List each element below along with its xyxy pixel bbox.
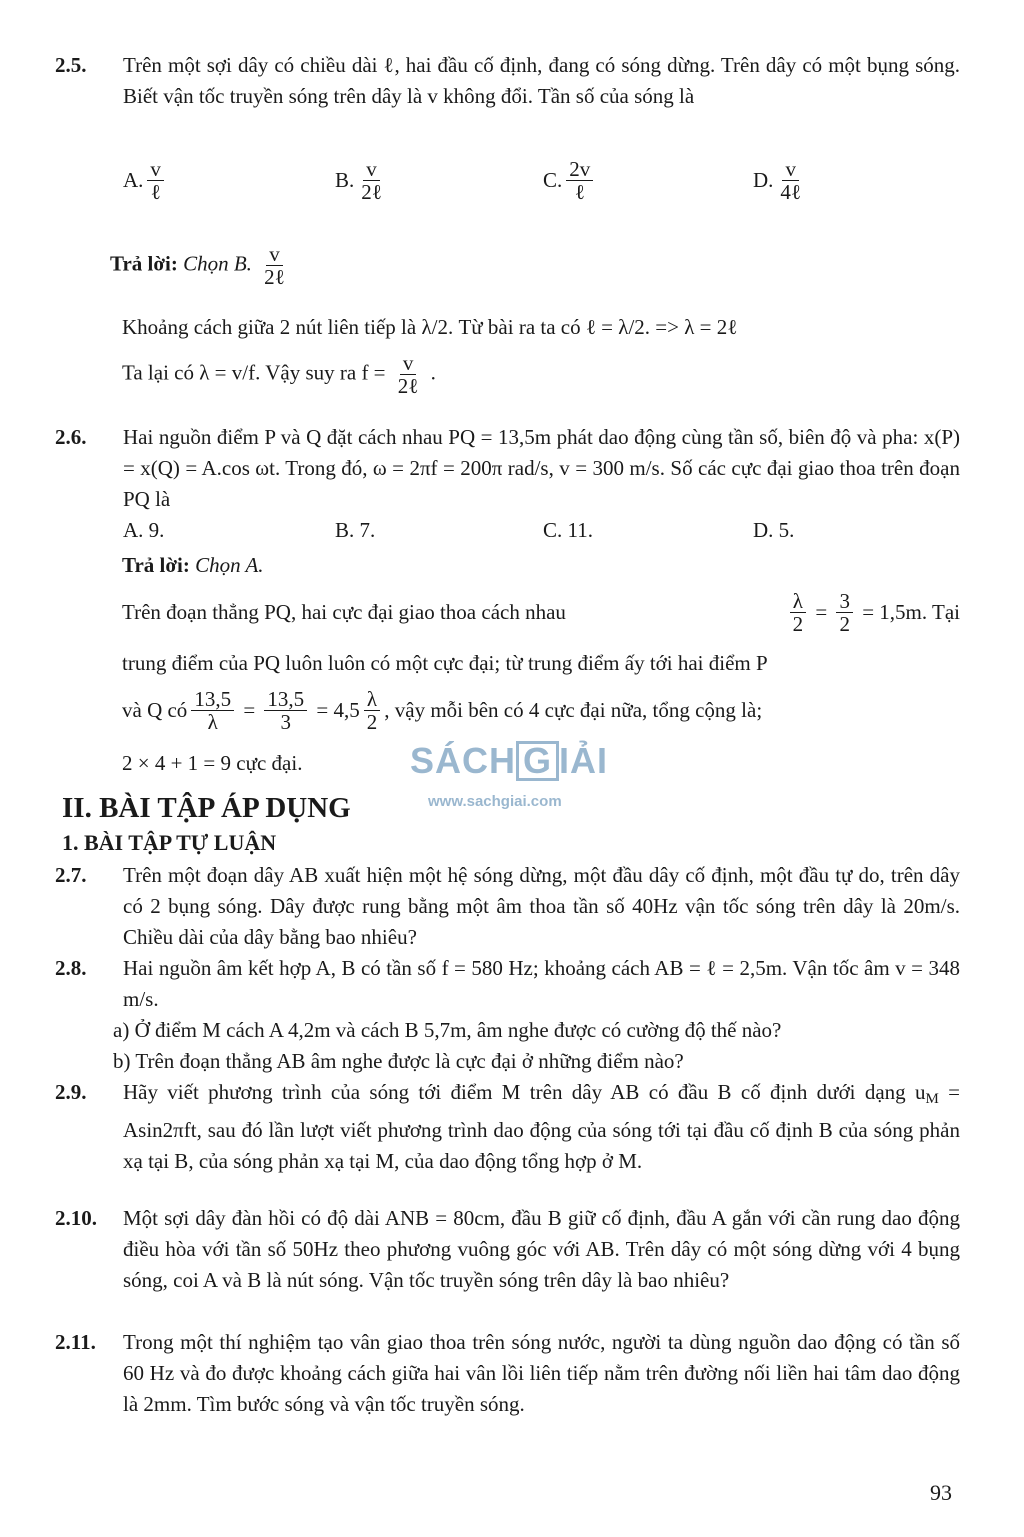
denominator: 3 [280, 710, 292, 734]
explanation-line: Khoảng cách giữa 2 nút liên tiếp là λ/2. Từ bài ra ta có ℓ = λ/2. => λ = 2ℓ [122, 315, 738, 339]
denominator: 2ℓ [361, 180, 382, 204]
problem-text [123, 1077, 960, 1177]
fraction [836, 590, 853, 635]
explanation-line: Trên đoạn thẳng PQ, hai cực đại giao thoa cách nhau $\frac{\lambda}{2}$ = $\frac{3}{2}$ = 1,5m. Tại [122, 589, 960, 636]
fraction [777, 158, 804, 203]
problem-text: Trên một đoạn dây AB xuất hiện một hệ sóng dừng, một đầu dây cố định, một đầu tự do, trên dây có 2 bụng sóng. Dây được rung bằng một âm thoa tần số 40Hz vận tốc sóng trên dây là 20m/s. Chiều dài của dây bằng bao nhiêu? [123, 863, 960, 949]
fraction [364, 688, 381, 733]
explanation-line: 2 × 4 + 1 = 9 cực đại. [122, 751, 303, 775]
denominator: 2 [839, 612, 850, 636]
denominator: λ [207, 710, 218, 734]
denominator: ℓ [574, 180, 585, 204]
subquestion-a: a) Ở điểm M cách A 4,2m và cách B 5,7m, âm nghe được có cường độ thế nào? [113, 1018, 782, 1042]
answer-choice: Chọn B. [183, 251, 252, 276]
explanation-line: và Q có $\frac{13,5}{\lambda}$ = $\frac{13,5}{3}$ = 4,5 $\frac{\lambda}{2}$ , vậy mỗi bên có 4 cực đại nữa, tổng cộng là; [122, 687, 763, 734]
fraction [395, 352, 422, 397]
numerator: 3 [836, 590, 853, 613]
problem-number: 2.7. [55, 863, 87, 887]
fraction [566, 158, 593, 203]
answer-label: Trả lời: [110, 251, 178, 276]
numerator: 2v [566, 158, 593, 181]
numerator: v [147, 158, 164, 181]
numerator: v [400, 352, 417, 375]
numerator: 13,5 [191, 688, 234, 711]
text-part: Hãy viết phương trình của sóng tới điểm M trên dây AB có đầu B cố định dưới dạng u [123, 1080, 926, 1104]
option-c: C. 11. [543, 518, 593, 542]
numerator: v [363, 158, 380, 181]
denominator: 2 [366, 710, 378, 734]
problem-number: 2.6. [55, 425, 87, 449]
logo-text: IẢI [559, 740, 609, 781]
numerator: λ [364, 688, 380, 711]
fraction [147, 158, 164, 203]
option-a: A. 9. [123, 518, 165, 542]
problem-2-6 [55, 422, 960, 515]
answer-2-5 [110, 243, 948, 288]
text-part: = Asin2πft, sau đó lần lượt viết phương trình dao động của sóng tới tại đầu cố định B của sóng phản xạ tại B, của sóng phản xạ tại M, của dao động tổng hợp ở M. [123, 1080, 960, 1173]
fraction [790, 590, 807, 635]
explanation-text: , vậy mỗi bên có 4 cực đại nữa, tổng cộng là; [384, 698, 763, 722]
problem-number: 2.9. [55, 1080, 87, 1104]
option-b: B. 7. [335, 518, 376, 542]
problem-2-9 [55, 1077, 960, 1177]
option-label: D. [753, 168, 774, 192]
option-d [753, 158, 808, 203]
problem-2-11 [55, 1327, 960, 1420]
option-a [123, 158, 168, 203]
subsection-title: 1. BÀI TẬP TỰ LUẬN [62, 830, 277, 855]
problem-text: Trong một thí nghiệm tạo vân giao thoa trên sóng nước, người ta dùng nguồn dao động có tần số 60 Hz và đo được khoảng cách giữa hai vân lồi liên tiếp nằm trên đường nối liền hai tâm dao động là 2mm. Tìm bước sóng và vận tốc truyền sóng. [123, 1330, 960, 1416]
watermark-url: www.sachgiai.com [428, 793, 562, 810]
denominator: 2ℓ [397, 374, 419, 398]
fraction [261, 243, 288, 288]
explanation-text: Ta lại có λ = v/f. Vậy suy ra f = [122, 360, 386, 385]
explanation-text: Trên đoạn thẳng PQ, hai cực đại giao thoa cách nhau [122, 600, 566, 624]
numerator: v [782, 158, 799, 181]
fraction [358, 158, 385, 203]
problem-number: 2.10. [55, 1206, 97, 1230]
answer-2-6 [122, 550, 960, 581]
problem-text: Trên một sợi dây có chiều dài ℓ, hai đầu cố định, đang có sóng dừng. Trên dây có một bụng sóng. Biết vận tốc truyền sóng trên dây là v không đổi. Tần số của sóng là [123, 53, 960, 108]
problem-2-10 [55, 1203, 960, 1296]
problem-number: 2.11. [55, 1330, 96, 1354]
logo-text: SÁCH [410, 740, 517, 781]
problem-2-8 [55, 953, 960, 1077]
options-2-5 [123, 158, 1024, 218]
denominator: 4ℓ [780, 180, 801, 204]
option-d: D. 5. [753, 518, 795, 542]
logo-box: G [516, 741, 559, 781]
problem-number: 2.8. [55, 956, 87, 980]
answer-choice: Chọn A. [195, 553, 264, 577]
option-c [543, 158, 597, 203]
numerator: 13,5 [264, 688, 307, 711]
numerator: λ [790, 590, 806, 613]
problem-text: Một sợi dây đàn hồi có độ dài ANB = 80cm, đầu B giữ cố định, đầu A gắn với cần rung dao động điều hòa với tần số 50Hz theo phương vuông góc với AB. Trên dây có một sóng dừng với 4 bụng sóng, coi A và B là nút sóng. Vận tốc truyền sóng trên dây là bao nhiêu? [123, 1206, 960, 1292]
option-label: A. [123, 168, 144, 192]
subscript: M [925, 1091, 939, 1107]
explanation-text: và Q có [122, 698, 188, 722]
denominator: 2 [792, 612, 804, 636]
explanation-text: = 4,5 [316, 698, 360, 722]
explanation-line: trung điểm của PQ luôn luôn có một cực đại; từ trung điểm ấy tới hai điểm P [122, 651, 768, 675]
denominator: 2ℓ [264, 265, 285, 289]
problem-text: Hai nguồn âm kết hợp A, B có tần số f = 580 Hz; khoảng cách AB = ℓ = 2,5m. Vận tốc âm v = 348 m/s. [123, 956, 960, 1011]
section-title: II. BÀI TẬP ÁP DỤNG [62, 792, 351, 824]
option-label: C. [543, 168, 563, 192]
sachgiai-logo [410, 740, 608, 782]
problem-number: 2.5. [55, 53, 87, 77]
answer-label: Trả lời: [122, 553, 190, 577]
option-b [335, 158, 389, 203]
problem-2-7 [55, 860, 960, 953]
problem-2-5 [55, 50, 960, 112]
page-number: 93 [930, 1480, 952, 1505]
subquestion-b: b) Trên đoạn thẳng AB âm nghe được là cực đại ở những điểm nào? [113, 1049, 684, 1073]
fraction [191, 688, 234, 733]
explanation-text: = 1,5m. Tại [862, 600, 960, 624]
problem-text: Hai nguồn điểm P và Q đặt cách nhau PQ = 13,5m phát dao động cùng tần số, biên độ và pha: x(P) = x(Q) = A.cos ωt. Trong đó, ω = 2πf = 200π rad/s, v = 300 m/s. Số các cực đại giao thoa trên đoạn PQ là [123, 425, 960, 511]
numerator: v [266, 243, 283, 266]
fraction [264, 688, 307, 733]
denominator: ℓ [150, 180, 161, 204]
explanation-line: Ta lại có λ = v/f. Vậy suy ra f = $\frac{v}{\text{2ℓ}}$ . [122, 351, 436, 398]
options-2-6 [123, 518, 963, 549]
option-label: B. [335, 168, 355, 192]
